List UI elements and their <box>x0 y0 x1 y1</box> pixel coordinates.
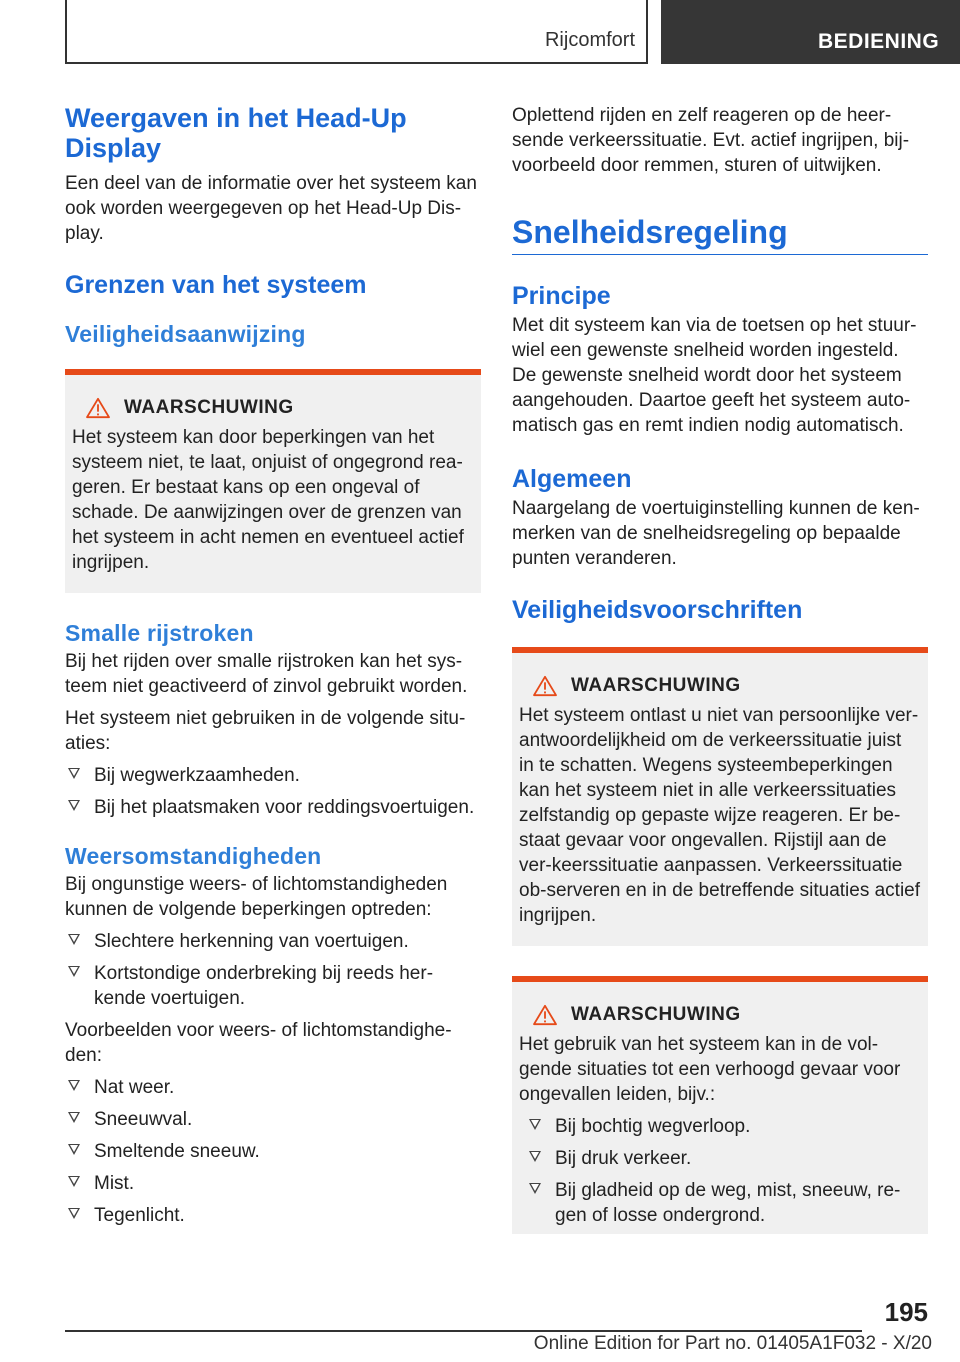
warning-triangle-icon <box>531 1004 559 1026</box>
page-number: 195 <box>884 1297 928 1327</box>
heading-safety-notice: Veiligheidsaanwijzing <box>65 321 306 347</box>
list-weather-limitations <box>65 929 481 1011</box>
list-item: Bij het plaatsmaken voor reddingsvoertuigen. <box>65 795 481 820</box>
bullet-triangle-icon <box>68 966 80 977</box>
bullet-triangle-icon <box>68 1144 80 1155</box>
list-item: Smeltende sneeuw. <box>65 1139 481 1164</box>
heading-system-limits: Grenzen van het systeem <box>65 271 367 299</box>
bullet-triangle-icon <box>68 1208 80 1219</box>
warning-label: WAARSCHUWING <box>571 675 741 696</box>
list-narrow-situations <box>65 763 481 820</box>
warning-text: Het systeem ontlast u niet van persoonlijke ver-antwoordelijkheid om de verkeerssituatie juist in te schatten. Wegens systeembeperkingen kan het systeem niet in alle verkeerssituaties zelfstandig op gepaste wijze reageren. Er be-staat gevaar voor ongevallen. Rijstijl aan de ver-keerssituatie aanpassen. Verkeerssituatie ob-serveren en in de betreffende situaties actief ingrijpen. <box>519 705 921 926</box>
warning-box-system-limits <box>65 369 481 593</box>
paragraph-general: Naargelang de voertuiginstelling kunnen de ken-merken van de snelheidsregeling op bepaalde punten veranderen. <box>512 498 920 569</box>
heading-hud-display: Weergaven in het Head-Up Display <box>65 103 407 163</box>
list-item: Nat weer. <box>65 1075 481 1100</box>
warning-text: Het gebruik van het systeem kan in de vol-gende situaties tot een verhoogd gevaar voor ongevallen leiden, bijv.: <box>519 1034 901 1105</box>
footer-edition-text: Online Edition for Part no. 01405A1F032 - X/20 <box>533 1333 932 1354</box>
right-column <box>512 103 928 1234</box>
paragraph-intro: Oplettend rijden en zelf reageren op de heer-sende verkeerssituatie. Evt. actief ingrijpen, bij-voorbeeld door remmen, sturen of uitwijken. <box>512 105 910 176</box>
list-item: Bij druk verkeer. <box>526 1146 920 1171</box>
list-item: Bij wegwerkzaamheden. <box>65 763 481 788</box>
header-chapter-tab: BEDIENING <box>661 0 960 64</box>
paragraph-weather-examples: Voorbeelden voor weers- of lichtomstandighe-den: <box>65 1020 452 1066</box>
footer-divider <box>65 1330 862 1332</box>
warning-triangle-icon <box>531 675 559 697</box>
warning-box-increased-risk <box>512 976 928 1234</box>
left-column <box>65 103 481 1228</box>
list-item: Kortstondige onderbreking bij reeds her-kende voertuigen. <box>65 961 481 1011</box>
warning-box-responsibility <box>512 647 928 946</box>
paragraph-weather: Bij ongunstige weers- of lichtomstandigheden kunnen de volgende beperkingen optreden: <box>65 874 448 920</box>
list-item: Tegenlicht. <box>65 1203 481 1228</box>
warning-label: WAARSCHUWING <box>571 1004 741 1025</box>
bullet-triangle-icon <box>68 1112 80 1123</box>
bullet-triangle-icon <box>529 1183 541 1194</box>
bullet-triangle-icon <box>68 934 80 945</box>
heading-safety-rules: Veiligheidsvoorschriften <box>512 596 803 624</box>
warning-label: WAARSCHUWING <box>124 397 294 418</box>
paragraph-narrow-lanes: Bij het rijden over smalle rijstroken kan het sys-teem niet geactiveerd of zinvol gebruikt worden. <box>65 651 468 697</box>
bullet-triangle-icon <box>68 768 80 779</box>
list-item: Bij bochtig wegverloop. <box>526 1114 920 1139</box>
warning-triangle-icon <box>84 397 112 419</box>
paragraph-hud-display: Een deel van de informatie over het systeem kan ook worden weergegeven op het Head-Up Dis-play. <box>65 173 477 244</box>
heading-cruise-control: Snelheidsregeling <box>512 212 928 255</box>
list-item: Slechtere herkenning van voertuigen. <box>65 929 481 954</box>
list-item: Bij gladheid op de weg, mist, sneeuw, re-gen of losse ondergrond. <box>526 1178 920 1228</box>
heading-weather-conditions: Weersomstandigheden <box>65 843 322 869</box>
bullet-triangle-icon <box>68 1080 80 1091</box>
list-item: Mist. <box>65 1171 481 1196</box>
warning-text: Het systeem kan door beperkingen van het systeem niet, te laat, onjuist of ongegrond rea-geren. Er bestaat kans op een ongeval of schade. De aanwijzingen over de grenzen van het systeem in acht nemen en eventueel actief ingrijpen. <box>72 427 464 573</box>
heading-narrow-lanes: Smalle rijstroken <box>65 620 254 646</box>
bullet-triangle-icon <box>529 1151 541 1162</box>
heading-principle: Principe <box>512 282 611 310</box>
paragraph-narrow-situations: Het systeem niet gebruiken in de volgende situ-aties: <box>65 708 466 754</box>
paragraph-principle: Met dit systeem kan via de toetsen op het stuur-wiel een gewenste snelheid worden ingesteld. De gewenste snelheid wordt door het systeem aangehouden. Daartoe geeft het systeem auto-matisch gas en remt indien nodig automatisch. <box>512 315 917 436</box>
list-weather-examples <box>65 1075 481 1228</box>
list-item: Sneeuwval. <box>65 1107 481 1132</box>
list-risk-situations <box>526 1114 920 1228</box>
bullet-triangle-icon <box>68 800 80 811</box>
heading-general: Algemeen <box>512 465 632 493</box>
header-section-title: Rijcomfort <box>544 29 635 51</box>
bullet-triangle-icon <box>68 1176 80 1187</box>
bullet-triangle-icon <box>529 1119 541 1130</box>
